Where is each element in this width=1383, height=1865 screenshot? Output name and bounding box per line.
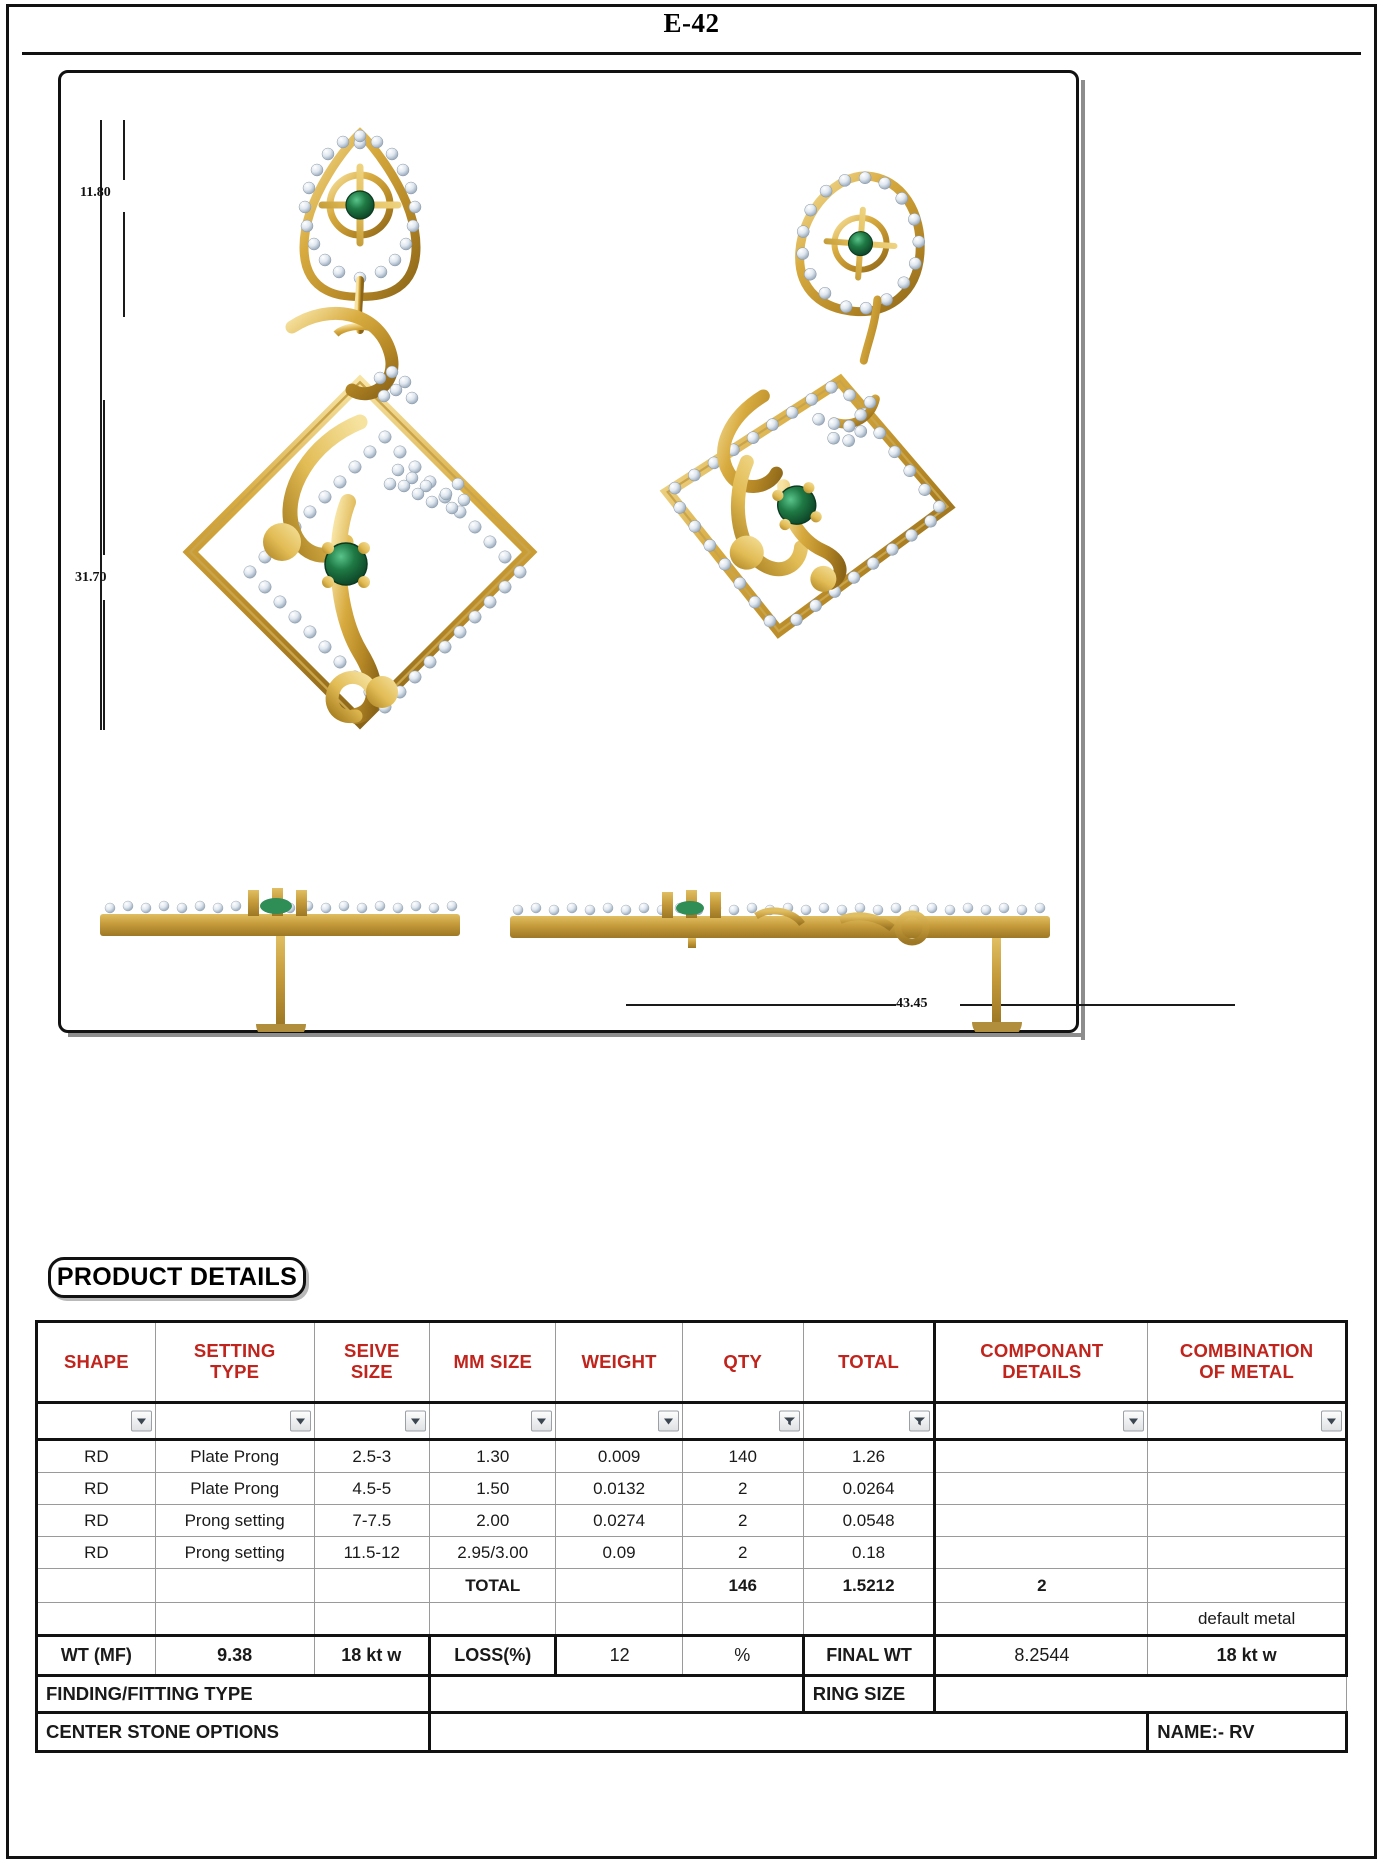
table-row: [37, 1505, 1347, 1537]
cell-weight: 0.09: [556, 1537, 682, 1569]
cell-total: 0.0548: [803, 1505, 935, 1537]
total-componant-details: 2: [935, 1569, 1148, 1603]
dim-11-80-label: 11.80: [80, 185, 111, 200]
cell-setting-type: Prong setting: [155, 1537, 314, 1569]
loss-value: 12: [556, 1636, 682, 1676]
default-metal-label: default metal: [1148, 1603, 1347, 1636]
perspective-view-right-earring: [599, 138, 1027, 649]
wt-mf-label: WT (MF): [37, 1636, 156, 1676]
cell-shape: RD: [37, 1473, 156, 1505]
cell-mm-size: 1.30: [430, 1440, 556, 1473]
weight-summary-row: [37, 1636, 1347, 1676]
pave-square-frame: [244, 431, 526, 713]
cell-componant-details: [935, 1440, 1148, 1473]
wt-metal-value: 18 kt w: [314, 1636, 430, 1676]
cell-seive-size: 7-7.5: [314, 1505, 430, 1537]
col-header-mm-size: MM SIZE: [430, 1322, 556, 1403]
loss-label: LOSS(%): [430, 1636, 556, 1676]
default-metal-row: [37, 1603, 1347, 1636]
chevron-down-icon[interactable]: [1321, 1411, 1342, 1432]
cell-setting-type: Plate Prong: [155, 1473, 314, 1505]
filter-cell-setting-type[interactable]: [155, 1403, 314, 1440]
cell-shape: RD: [37, 1440, 156, 1473]
filter-cell-shape[interactable]: [37, 1403, 156, 1440]
cell-total: 0.0264: [803, 1473, 935, 1505]
page-title: E-42: [663, 8, 720, 38]
cell-componant-details: [935, 1537, 1148, 1569]
jewelry-render-group: [60, 72, 1078, 1032]
cell-mm-size: 1.50: [430, 1473, 556, 1505]
table-row: [37, 1440, 1347, 1473]
total-qty: 146: [682, 1569, 803, 1603]
dim-43-45-label: 43.45: [896, 996, 928, 1011]
table-row: [37, 1473, 1347, 1505]
cell-mm-size: 2.95/3.00: [430, 1537, 556, 1569]
cell-setting-type: Prong setting: [155, 1505, 314, 1537]
cell-componant-details: [935, 1473, 1148, 1505]
product-details-label: PRODUCT DETAILS: [56, 1263, 298, 1291]
chevron-down-icon[interactable]: [131, 1411, 152, 1432]
default-cell-componant-details: [935, 1603, 1148, 1636]
cad-box-shadow-right: [1081, 80, 1085, 1040]
table-filter-row: [37, 1403, 1347, 1440]
final-wt-value: 8.2544: [935, 1636, 1148, 1676]
cell-setting-type: Plate Prong: [155, 1440, 314, 1473]
cad-box-shadow-bottom: [68, 1033, 1085, 1037]
filter-cell-total[interactable]: [803, 1403, 935, 1440]
cell-seive-size: 4.5-5: [314, 1473, 430, 1505]
cell-weight: 0.0274: [556, 1505, 682, 1537]
cell-componant-details: [935, 1505, 1148, 1537]
cell-shape: RD: [37, 1537, 156, 1569]
product-details-table: [35, 1320, 1348, 1753]
default-cell-shape: [37, 1603, 156, 1636]
total-cell-shape: [37, 1569, 156, 1603]
col-header-combination-of-metal: COMBINATION OF METAL: [1148, 1322, 1347, 1403]
chevron-down-icon[interactable]: [290, 1411, 311, 1432]
default-cell-total: [803, 1603, 935, 1636]
table-total-row: [37, 1569, 1347, 1603]
finding-fitting-row: [37, 1676, 1347, 1713]
total-cell-setting-type: [155, 1569, 314, 1603]
chevron-down-icon[interactable]: [1123, 1411, 1144, 1432]
title-divider: [22, 52, 1361, 55]
center-stone-label: CENTER STONE OPTIONS: [37, 1713, 430, 1752]
cell-combination-of-metal: [1148, 1473, 1347, 1505]
filter-cell-mm-size[interactable]: [430, 1403, 556, 1440]
cell-seive-size: 11.5-12: [314, 1537, 430, 1569]
default-cell-setting-type: [155, 1603, 314, 1636]
filter-cell-weight[interactable]: [556, 1403, 682, 1440]
col-header-setting-type: SETTING TYPE: [155, 1322, 314, 1403]
total-value: 1.5212: [803, 1569, 935, 1603]
cell-weight: 0.009: [556, 1440, 682, 1473]
default-cell-mm-size: [430, 1603, 556, 1636]
document-title-bar: [0, 8, 1383, 39]
default-cell-seive-size: [314, 1603, 430, 1636]
cell-qty: 2: [682, 1473, 803, 1505]
final-wt-label: FINAL WT: [803, 1636, 935, 1676]
front-view-left-earring: [190, 130, 529, 722]
default-cell-weight: [556, 1603, 682, 1636]
col-header-weight: WEIGHT: [556, 1322, 682, 1403]
cell-shape: RD: [37, 1505, 156, 1537]
funnel-filter-icon[interactable]: [909, 1411, 930, 1432]
side-profile-single: [100, 888, 460, 1032]
table-header-row: [37, 1322, 1347, 1403]
product-details-header: [48, 1257, 306, 1298]
total-cell-seive-size: [314, 1569, 430, 1603]
table-row: [37, 1537, 1347, 1569]
chevron-down-icon[interactable]: [531, 1411, 552, 1432]
col-header-componant-details: COMPONANT DETAILS: [935, 1322, 1148, 1403]
default-cell-qty: [682, 1603, 803, 1636]
col-header-total: TOTAL: [803, 1322, 935, 1403]
center-stone-front: [322, 542, 370, 588]
cell-qty: 2: [682, 1537, 803, 1569]
dim-31-70-label: 31.70: [75, 570, 107, 585]
funnel-filter-icon[interactable]: [779, 1411, 800, 1432]
cell-qty: 140: [682, 1440, 803, 1473]
side-profile-pair: [510, 890, 1050, 1032]
cell-combination-of-metal: [1148, 1505, 1347, 1537]
filter-cell-combination-of-metal[interactable]: [1148, 1403, 1347, 1440]
wt-combination-of-metal: 18 kt w: [1148, 1636, 1347, 1676]
cell-qty: 2: [682, 1505, 803, 1537]
ring-size-value[interactable]: [935, 1676, 1347, 1713]
designer-name: NAME:- RV: [1148, 1713, 1347, 1752]
chevron-down-icon[interactable]: [658, 1411, 679, 1432]
chevron-down-icon[interactable]: [405, 1411, 426, 1432]
filter-cell-componant-details[interactable]: [935, 1403, 1148, 1440]
percent-symbol: %: [682, 1636, 803, 1676]
col-header-shape: SHAPE: [37, 1322, 156, 1403]
total-cell-weight: [556, 1569, 682, 1603]
filter-cell-qty[interactable]: [682, 1403, 803, 1440]
col-header-seive-size: SEIVE SIZE: [314, 1322, 430, 1403]
center-stone-value[interactable]: [430, 1713, 1148, 1752]
center-stone-row: [37, 1713, 1347, 1752]
finding-fitting-label: FINDING/FITTING TYPE: [37, 1676, 430, 1713]
wt-mf-value: 9.38: [155, 1636, 314, 1676]
cell-seive-size: 2.5-3: [314, 1440, 430, 1473]
filter-cell-seive-size[interactable]: [314, 1403, 430, 1440]
cell-combination-of-metal: [1148, 1440, 1347, 1473]
cell-total: 0.18: [803, 1537, 935, 1569]
cell-combination-of-metal: [1148, 1537, 1347, 1569]
total-combination-of-metal: [1148, 1569, 1347, 1603]
ring-size-label: RING SIZE: [803, 1676, 935, 1713]
finding-fitting-value[interactable]: [430, 1676, 804, 1713]
col-header-qty: QTY: [682, 1322, 803, 1403]
cell-total: 1.26: [803, 1440, 935, 1473]
cell-weight: 0.0132: [556, 1473, 682, 1505]
cell-mm-size: 2.00: [430, 1505, 556, 1537]
total-label: TOTAL: [430, 1569, 556, 1603]
